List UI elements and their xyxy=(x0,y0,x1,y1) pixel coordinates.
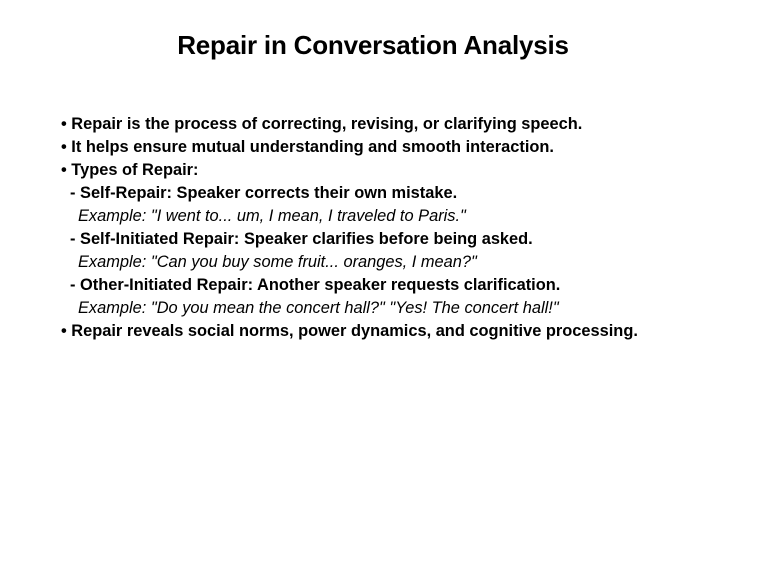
bullet-mutual-understanding: • It helps ensure mutual understanding and smooth interaction. xyxy=(61,138,554,156)
example-other-initiated-repair: Example: "Do you mean the concert hall?" "Yes! The concert hall!" xyxy=(78,299,559,317)
bullet-repair-definition: • Repair is the process of correcting, revising, or clarifying speech. xyxy=(61,115,583,133)
slide-body xyxy=(61,113,751,343)
sub-item-self-initiated-repair: - Self-Initiated Repair: Speaker clarifies before being asked. xyxy=(70,230,533,248)
bullet-types-of-repair: • Types of Repair: xyxy=(61,161,199,179)
sub-item-other-initiated-repair: - Other-Initiated Repair: Another speaker requests clarification. xyxy=(70,276,561,294)
sub-item-self-repair: - Self-Repair: Speaker corrects their own mistake. xyxy=(70,184,458,202)
example-self-repair: Example: "I went to... um, I mean, I traveled to Paris." xyxy=(78,207,466,225)
example-self-initiated-repair: Example: "Can you buy some fruit... oranges, I mean?" xyxy=(78,253,477,271)
slide-title: Repair in Conversation Analysis xyxy=(177,30,569,60)
bullet-repair-reveals: • Repair reveals social norms, power dynamics, and cognitive processing. xyxy=(61,322,638,340)
